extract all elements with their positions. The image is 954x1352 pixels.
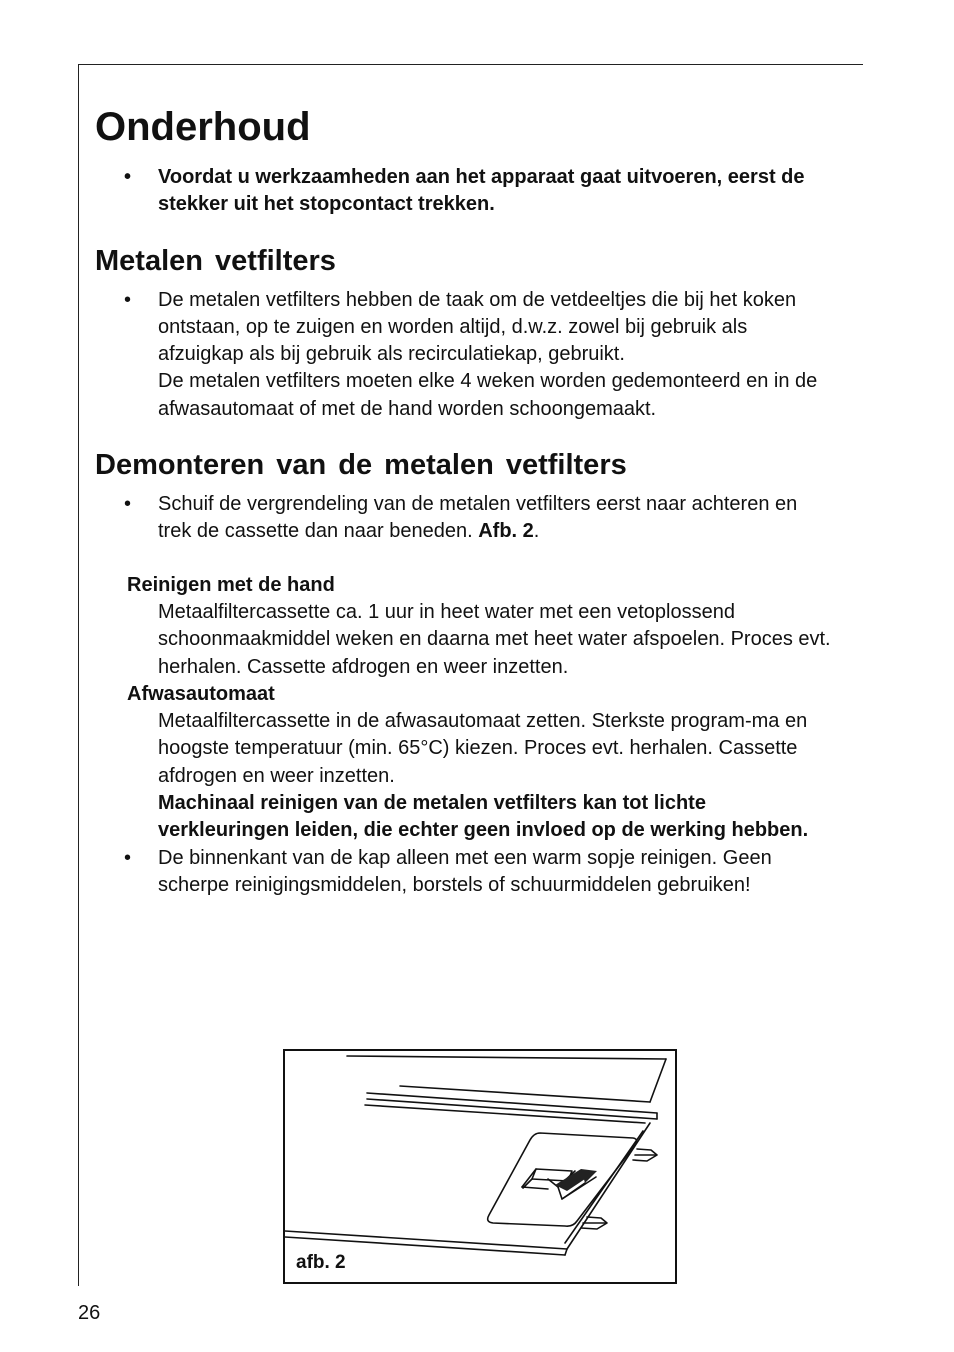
filter-cassette-illustration [285, 1051, 675, 1282]
metal-filters-description [95, 287, 835, 423]
metal-filters-text-2: De metalen vetfilters moeten elke 4 weken worden gedemonteerd en in de afwasautomaat of met de hand worden schoongemaakt. [158, 370, 818, 420]
page-title: Onderhoud [95, 105, 311, 149]
figure-2 [283, 1049, 677, 1284]
safety-warning [95, 164, 835, 219]
figure-reference: Afb. 2 [478, 520, 534, 543]
hand-cleaning-text: Metaalfiltercassette ca. 1 uur in heet water met een vetoplossend schoonmaakmiddel weken en daarna met heet water afspoelen. Proces evt. herhalen. Cassette afdrogen en weer inzetten. [158, 600, 831, 678]
dishwasher-text: Metaalfiltercassette in de afwasautomaat zetten. Sterkste program-ma en hoogste temperatuur (min. 65°C) kiezen. Proces evt. herhalen. Cassette afdrogen en weer inzetten. [158, 710, 808, 787]
bullet: • [124, 846, 132, 869]
dismantle-text: Schuif de vergrendeling van de metalen vetfilters eerst naar achteren en trek de cassette dan naar beneden. [158, 493, 798, 543]
section-heading-metal-filters: Metalen vetfilters [95, 244, 336, 277]
dismantle-instruction [95, 491, 835, 546]
bullet: • [124, 288, 132, 311]
dishwasher-heading: Afwasautomaat [127, 682, 275, 705]
page-content [95, 100, 835, 899]
dishwasher-warning: Machinaal reinigen van de metalen vetfilters kan tot lichte verkleuringen leiden, die echter geen invloed op de werking hebben. [158, 792, 809, 842]
inside-cleaning-instruction [95, 845, 835, 900]
bullet: • [124, 166, 132, 188]
safety-warning-text: Voordat u werkzaamheden aan het apparaat gaat uitvoeren, eerst de stekker uit het stopcontact trekken. [158, 166, 805, 216]
page-number: 26 [78, 1302, 101, 1324]
frame-top-rule [78, 64, 863, 65]
metal-filters-text-1: De metalen vetfilters hebben de taak om de vetdeeltjes die bij het koken ontstaan, op te zuigen en worden altijd, d.w.z. zowel bij gebruik als afzuigkap als bij gebruik als recirculatiekap, gebruikt. [158, 288, 797, 366]
hand-cleaning-heading: Reinigen met de hand [127, 573, 335, 596]
figure-reference-suffix: . [533, 520, 540, 543]
frame-left-rule [78, 64, 79, 1286]
section-heading-dismantle: Demonteren van de metalen vetfilters [95, 449, 627, 482]
figure-caption: afb. 2 [296, 1252, 346, 1273]
inside-cleaning-text: De binnenkant van de kap alleen met een warm sopje reinigen. Geen scherpe reinigingsmiddelen, borstels of schuurmiddelen gebruiken! [158, 846, 772, 896]
bullet: • [124, 493, 132, 516]
